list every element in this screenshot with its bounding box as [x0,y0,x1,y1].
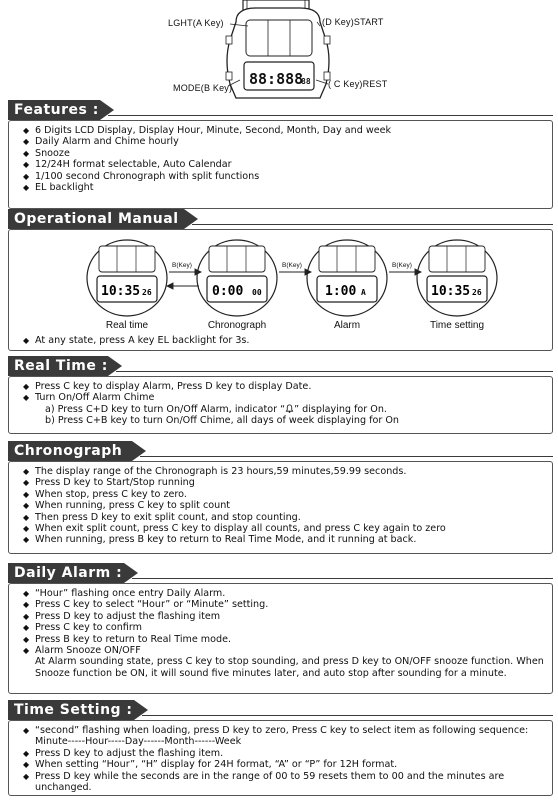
section-title: Real Time : [8,356,108,376]
mode-label-alarm: Alarm [333,320,361,331]
list-item: ◆ Daily Alarm and Chime hourly [23,136,544,147]
mode-label-realtime: Real time [105,320,149,331]
realtime-box [8,376,553,434]
list-item: ◆ Press D key to Start/Stop running [23,477,544,488]
list-item: ◆ EL backlight [23,182,544,193]
features-header [8,100,553,120]
list-item: ◆ Press B key to return to Real Time mode. [23,634,544,645]
list-subitem: At Alarm sounding state, press C key to stop sounding, and press D key to ON/OFF snooze function. When Snooze function be ON, it will sound five minutes later, and auto stop after sounding for a minute. [35,656,544,679]
realtime-section [8,356,553,434]
svg-text:26: 26 [142,288,152,297]
list-item: ◆ 12/24H format selectable, Auto Calendar [23,159,544,170]
mode-label-chronograph: Chronograph [207,320,267,331]
arrow-label: B(Key) [392,262,412,269]
section-title: Daily Alarm : [8,563,124,583]
bell-icon [285,404,294,413]
timesetting-box [8,720,553,796]
list-item: ◆ Press C key to confirm [23,622,544,633]
list-item: ◆ When stop, press C key to zero. [23,489,544,500]
list-subitem: b) Press C+B key to turn On/Off Chime, all days of week displaying for On [45,415,400,427]
watch-illustration [0,0,558,100]
section-title: Time Setting : [8,700,134,720]
list-item: ◆ Then press D key to exit split count, and stop counting. [23,512,544,523]
list-item: ◆ Press C key to display Alarm, Press D key to display Date. [23,381,544,392]
realtime-header [8,356,553,376]
chronograph-list [23,466,544,546]
list-item: ◆ Press C key to select “Hour” or “Minute” setting. [23,599,544,610]
list-item: ◆ Press D key to adjust the flashing item [23,611,544,622]
operational-section [8,209,553,351]
timesetting-header [8,700,553,720]
alarm-header [8,563,553,583]
arrow-label: B(Key) [172,262,192,269]
list-item: ◆ When running, press B key to return to Real Time Mode, and it running at back. [23,534,544,545]
operational-note-list [23,335,544,346]
mode-label-timesetting: Time setting [429,320,485,331]
list-item: ◆ When exit split count, press C key to display all counts, and press C key again to zero [23,523,544,534]
list-item: ◆ “Hour” flashing once entry Daily Alarm. [23,588,544,599]
list-item: ◆ When setting “Hour”, “H” display for 24H format, “A” or “P” for 12H format. [23,759,544,770]
watch-alarm [307,240,387,316]
svg-text:A: A [361,288,366,297]
watch-timesetting [417,240,497,316]
operational-box [8,229,553,351]
alarm-box [8,583,553,694]
features-box [8,120,553,209]
start-key-label: (D Key)START [322,17,384,27]
features-section [8,100,553,209]
alarm-list [23,588,544,679]
watch-diagram [0,0,558,100]
watch-display: 10:35 [431,284,471,299]
list-item: ◆ The display range of the Chronograph is 23 hours,59 minutes,59.99 seconds. [23,466,544,477]
list-item: ◆ 1/100 second Chronograph with split functions [23,171,544,182]
chronograph-section [8,441,553,554]
mode-diagram [23,232,544,335]
svg-text:26: 26 [472,288,482,297]
timesetting-list [23,725,544,793]
list-item: ◆ Turn On/Off Alarm Chime [23,392,544,403]
svg-text:00: 00 [252,288,262,297]
list-item: ◆ At any state, press A key EL backlight for 3s. [23,335,544,346]
list-item: ◆ Press D key while the seconds are in the range of 00 to 59 resets them to 00 and the minutes are unchanged. [23,771,544,794]
list-item: ◆ Alarm Snooze ON/OFF [23,645,544,656]
svg-text:88: 88 [301,77,311,86]
watch-display: 1:00 [325,284,357,299]
operational-header [8,209,553,247]
alarm-section [8,563,553,694]
section-title: Operational Manual : [8,209,184,229]
section-title: Chronograph : [8,441,132,461]
lcd-readout: 88:888 [249,70,304,88]
rest-key-label: ( C Key)REST [328,79,388,89]
watch-realtime [87,240,167,316]
watch-display: 0:00 [212,284,244,299]
list-item: ◆ When running, press C key to split count [23,500,544,511]
list-item: ◆ Snooze [23,148,544,159]
list-item: ◆ 6 Digits LCD Display, Display Hour, Minute, Second, Month, Day and week [23,125,544,136]
mode-watches [9,234,539,320]
timesetting-section [8,700,553,796]
list-item: ◆ Press D key to adjust the flashing item. [23,748,544,759]
watch-chronograph [197,240,277,316]
list-item: ◆ “second” flashing when loading, press D key to zero, Press C key to select item as following sequence: Minute-----Hour-----Day------Month------Week [23,725,544,748]
watch-display: 10:35 [101,284,141,299]
light-key-label: LGHT(A Key) [168,18,224,28]
realtime-list [23,381,544,427]
section-title: Features : [8,100,100,120]
chronograph-box [8,461,553,554]
list-subitem: a) Press C+D key to turn On/Off Alarm, indicator “ ” displaying for On. [45,403,387,415]
mode-key-label: MODE(B Key) [173,83,233,93]
features-list [23,125,544,193]
arrow-label: B(Key) [282,262,302,269]
